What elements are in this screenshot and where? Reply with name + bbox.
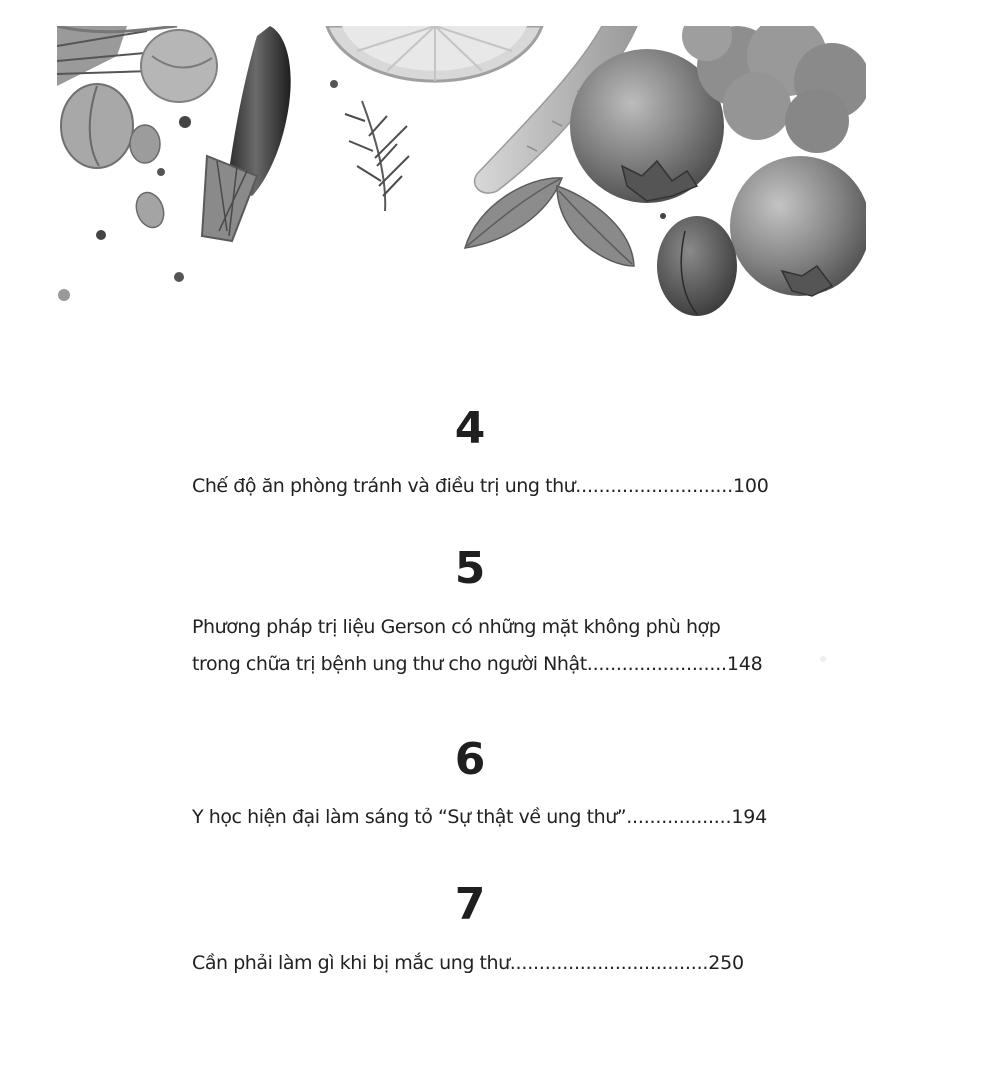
orange-slice-icon bbox=[327, 26, 542, 81]
chapter-number: 6 bbox=[454, 734, 486, 785]
vegetables-banner bbox=[57, 26, 866, 318]
toc-page-number: 100 bbox=[732, 475, 769, 497]
paper-speck bbox=[820, 656, 826, 662]
chapter-number: 4 bbox=[454, 403, 486, 454]
toc-page-number: 194 bbox=[731, 806, 767, 828]
vegetables-illustration-icon bbox=[57, 26, 866, 318]
toc-leader: .................. bbox=[626, 806, 732, 828]
rosemary-icon bbox=[345, 101, 409, 211]
almond-icon bbox=[130, 125, 168, 231]
toc-leader: ........................ bbox=[586, 653, 727, 675]
toc-page-number: 250 bbox=[708, 952, 744, 974]
toc-entry-title: trong chữa trị bệnh ung thư cho người Nhật bbox=[192, 653, 587, 675]
toc-leader: ........................... bbox=[575, 475, 733, 497]
chapter-number: 5 bbox=[454, 543, 486, 594]
toc-entry-title: Cần phải làm gì khi bị mắc ung thư bbox=[192, 952, 510, 974]
toc-entry[interactable] bbox=[192, 615, 720, 639]
plum-icon bbox=[657, 216, 737, 316]
toc-entry[interactable] bbox=[192, 951, 744, 975]
toc-page-number: 148 bbox=[726, 653, 763, 675]
tomato-icon-2 bbox=[730, 156, 866, 296]
toc-leader: .................................. bbox=[509, 952, 709, 974]
chapter-number: 7 bbox=[454, 879, 486, 930]
toc-entry-title: Y học hiện đại làm sáng tỏ “Sự thật về ung thư” bbox=[192, 806, 627, 828]
toc-entry-title: Chế độ ăn phòng tránh và điều trị ung thư bbox=[192, 475, 576, 497]
toc-entry-title: Phương pháp trị liệu Gerson có những mặt không phù hợp bbox=[192, 616, 721, 638]
toc-entry[interactable] bbox=[192, 474, 769, 498]
toc-entry[interactable] bbox=[192, 805, 767, 829]
toc-entry-continued[interactable] bbox=[192, 652, 763, 676]
